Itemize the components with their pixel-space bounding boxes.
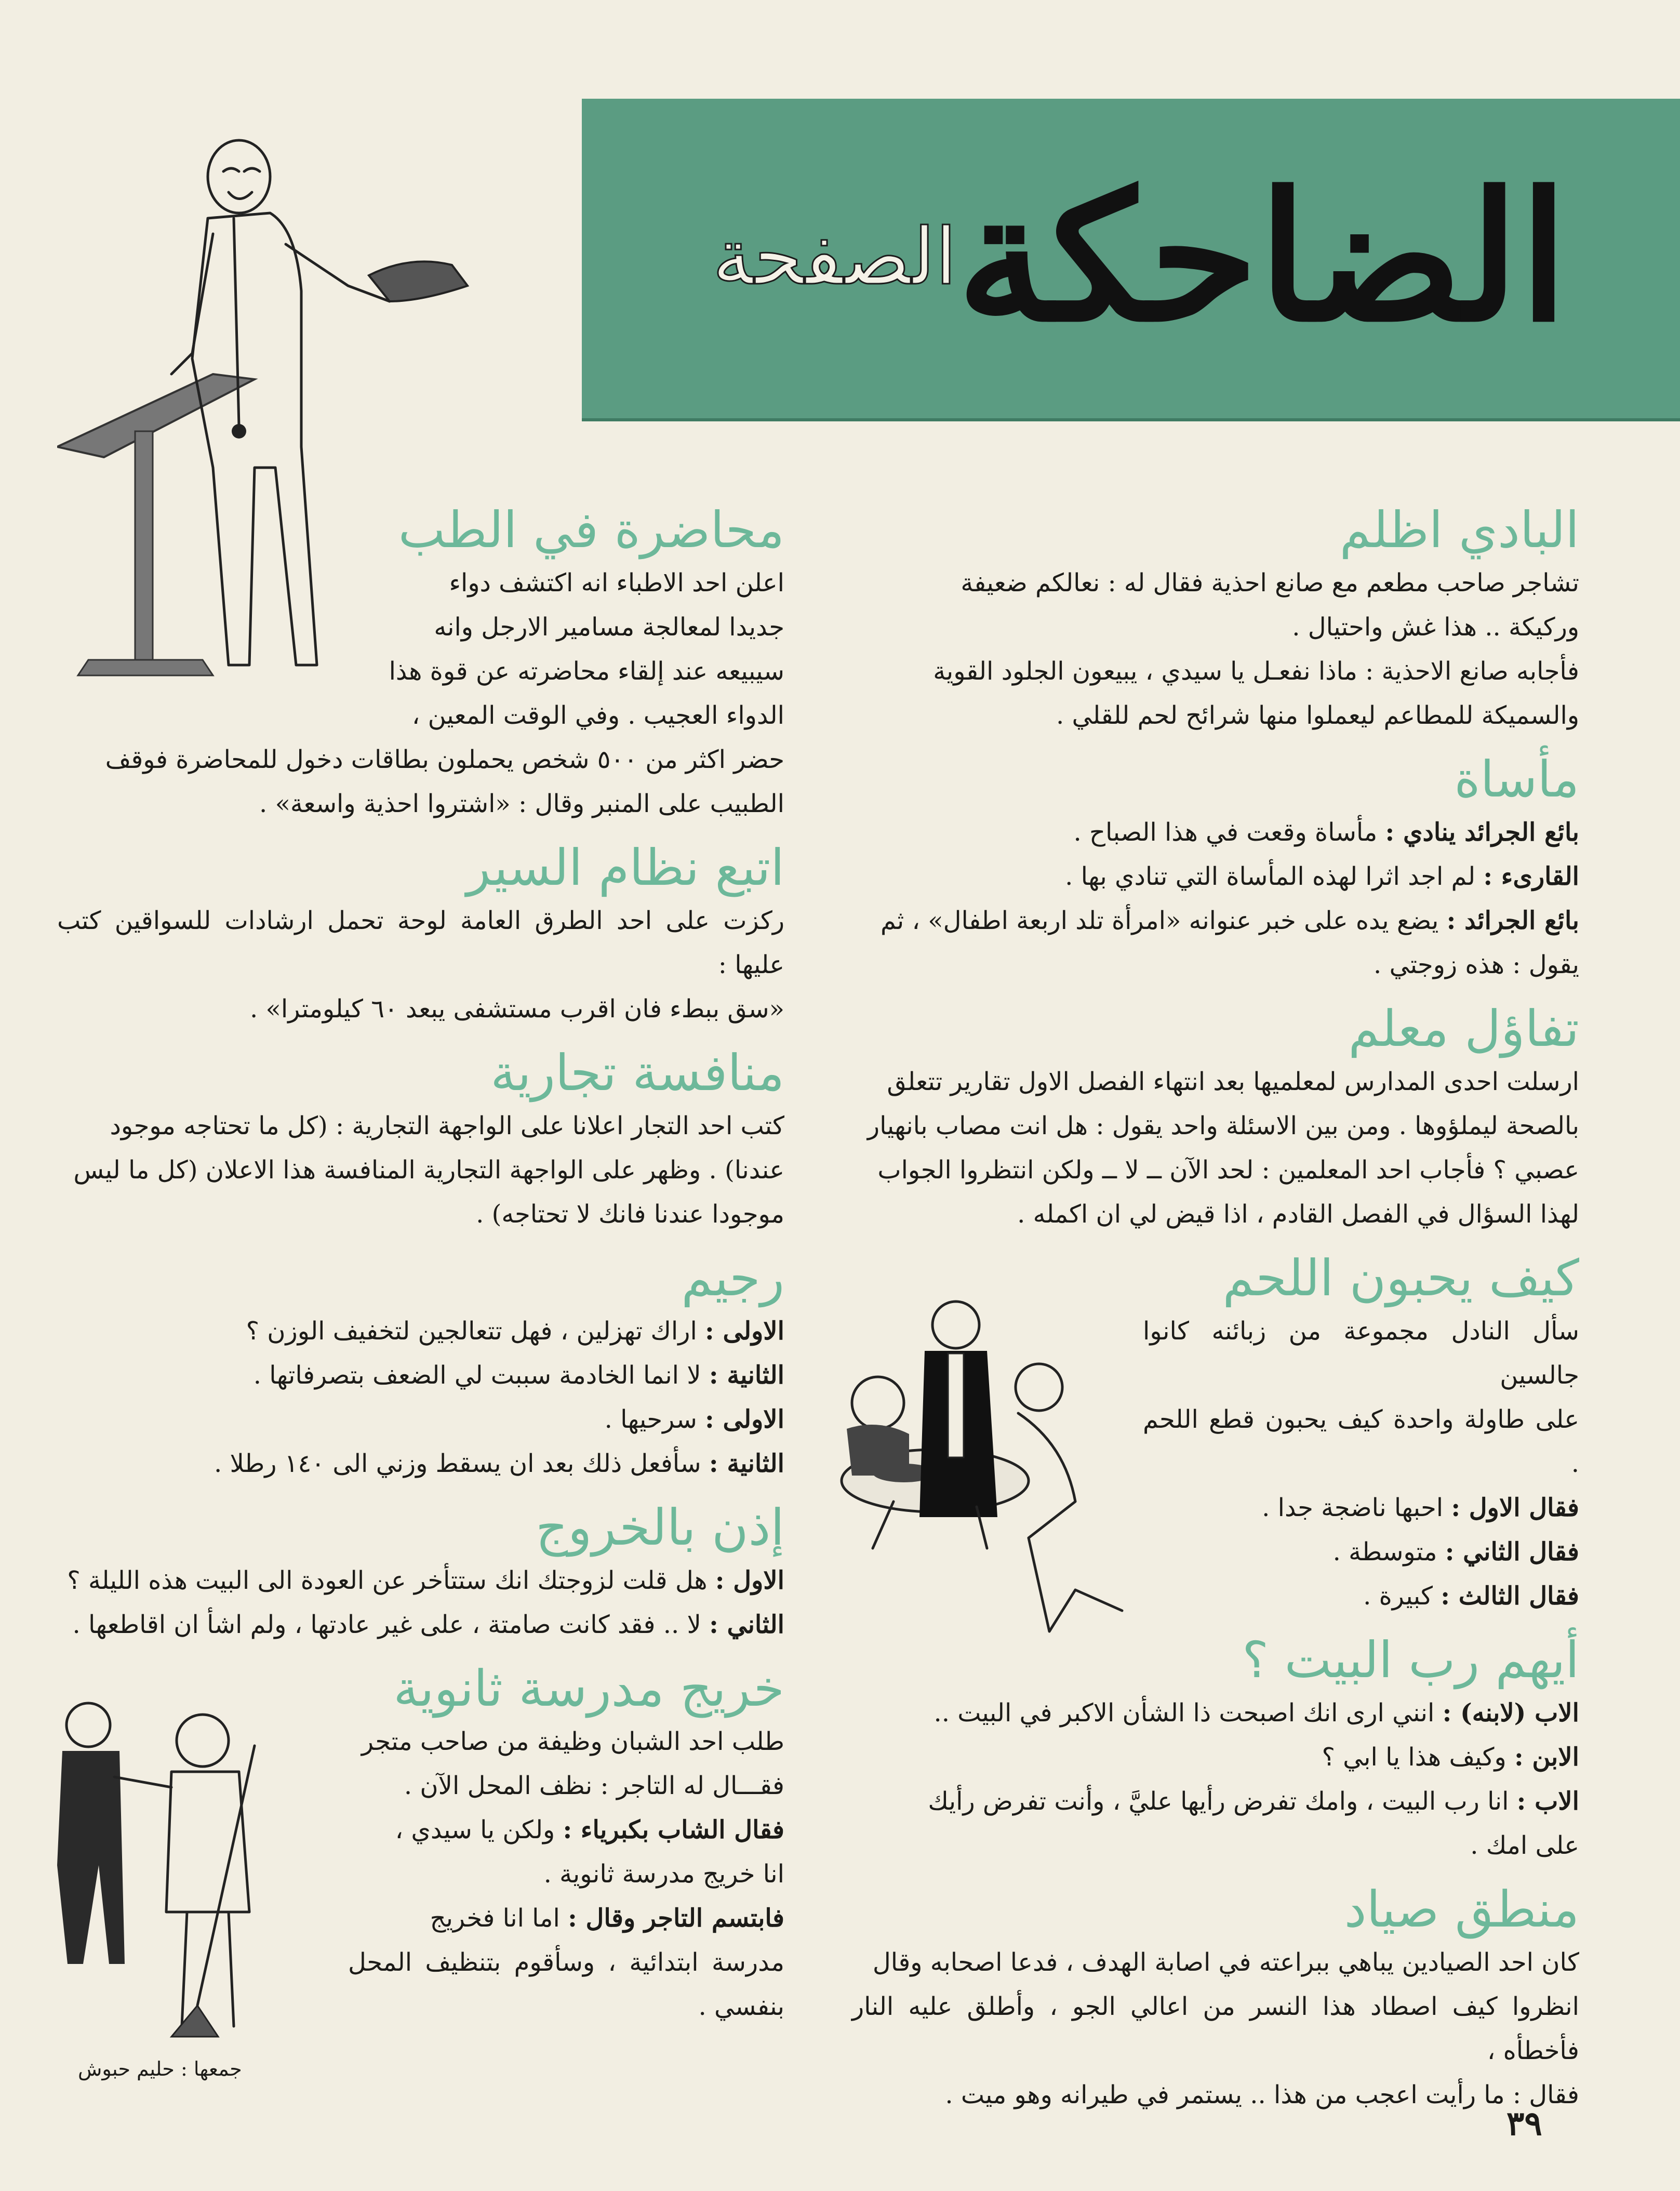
- article-title: منطق صياد: [1344, 1880, 1579, 1938]
- article-title: خريج مدرسة ثانوية: [393, 1659, 784, 1718]
- speaker-label: الاولى :: [705, 1317, 784, 1346]
- dialogue-text: اراك تهزلين ، فهل تتعالجين لتخفيف الوزن ؟: [246, 1317, 697, 1346]
- article-body: [852, 1691, 1579, 1868]
- article-title: محاضرة في الطب: [398, 501, 784, 559]
- dialogue-line: [57, 1309, 784, 1353]
- dialogue-line: [57, 1442, 784, 1486]
- article-mantiq-sayyad: [852, 1878, 1579, 2117]
- speaker-label: فقال الاول :: [1451, 1493, 1579, 1522]
- dialogue-line: [348, 1852, 784, 1896]
- article-muhadara-tibb: [57, 499, 784, 738]
- article-body: [348, 1720, 784, 2029]
- speaker-label: الثانية :: [709, 1449, 784, 1478]
- article-body: [1143, 1309, 1579, 1618]
- text-line: فقـــال له التاجر : نظف المحل الآن .: [404, 1771, 784, 1800]
- article-title: تفاؤل معلم: [1348, 1000, 1579, 1058]
- article-body: [57, 899, 784, 1031]
- text-line: اعلن احد الاطباء انه اكتشف دواء: [449, 568, 784, 597]
- text-line: الطبيب على المنبر وقال : «اشتروا احذية واسعة» .: [259, 789, 784, 818]
- article-ayyuhum-rabb: [852, 1629, 1579, 1868]
- dialogue-text: هل قلت لزوجتك انك ستتأخر عن العودة الى البيت هذه الليلة ؟: [67, 1566, 708, 1595]
- dialogue-line: [1143, 1486, 1579, 1530]
- article-body: [348, 561, 784, 738]
- dialogue-text: لا انما الخادمة سببت لي الضعف بتصرفاتها .: [253, 1361, 701, 1390]
- dialogue-text: على امك .: [1470, 1831, 1579, 1860]
- banner-title-small: الصفحة: [712, 212, 957, 302]
- article-badi-azlam: [852, 499, 1579, 738]
- article-title: اتبع نظام السير: [466, 839, 784, 897]
- text-line: موجودا عندنا فانك لا تحتاجه) .: [476, 1200, 784, 1229]
- dialogue-line: [852, 899, 1579, 943]
- dialogue-text: متوسطة .: [1332, 1537, 1437, 1566]
- text-line: «سق ببطء فان اقرب مستشفى يبعد ٦٠ كيلومترا» .: [250, 994, 784, 1024]
- article-rejeem: [57, 1247, 784, 1486]
- dialogue-line: [852, 1735, 1579, 1780]
- dialogue-text: لم اجد اثرا لهذه المأساة التي تنادي بها .: [1065, 862, 1476, 891]
- speaker-label: الثانية :: [709, 1361, 784, 1390]
- dialogue-text: مدرسة ابتدائية ، وسأقوم بتنظيف المحل بنفسي .: [348, 1948, 784, 2021]
- article-title: البادي اظلم: [1339, 501, 1579, 559]
- article-title: مأساة: [1454, 750, 1579, 808]
- speaker-label: بائع الجرائد :: [1446, 906, 1579, 935]
- dialogue-line: [852, 1780, 1579, 1824]
- article-body: [57, 1559, 784, 1647]
- text-line: والسميكة للمطاعم ليعملوا منها شرائح لحم للقلي .: [1056, 701, 1579, 730]
- dialogue-line: [852, 811, 1579, 855]
- dialogue-text: كبيرة .: [1363, 1582, 1433, 1611]
- dialogue-line: [57, 1559, 784, 1603]
- dialogue-text: مأساة وقعت في هذا الصباح .: [1073, 818, 1378, 847]
- speaker-label: فقال الثالث :: [1441, 1582, 1579, 1611]
- dialogue-text: احبها ناضجة جدا .: [1262, 1493, 1444, 1522]
- text-line: وركيكة .. هذا غش واحتيال .: [1292, 613, 1579, 642]
- text-line: عصبي ؟ فأجاب احد المعلمين : لحد الآن ــ لا ــ ولكن انتظروا الجواب: [877, 1156, 1579, 1185]
- dialogue-line: [348, 1896, 784, 1941]
- dialogue-text: وكيف هذا يا ابي ؟: [1322, 1743, 1506, 1772]
- article-title: منافسة تجارية: [490, 1044, 784, 1102]
- dialogue-line: [852, 1691, 1579, 1735]
- article-body: [852, 1941, 1579, 2117]
- text-line: تشاجر صاحب مطعم مع صانع احذية فقال له : نعالكم ضعيفة: [961, 568, 1579, 597]
- text-line: حضر اكثر من ٥٠٠ شخص يحملون بطاقات دخول للمحاضرة فوقف: [105, 745, 784, 774]
- dialogue-line: [57, 1603, 784, 1647]
- article-body: [852, 561, 1579, 738]
- text-line: سيبيعه عند إلقاء محاضرته عن قوة هذا: [389, 657, 784, 686]
- text-line: انظروا كيف اصطاد هذا النسر من اعالي الجو ، وأطلق عليه النار فأخطأه ،: [852, 1992, 1579, 2065]
- dialogue-line: [348, 1808, 784, 1852]
- text-line: سأل النادل مجموعة من زبائنه كانوا جالسين: [1143, 1317, 1579, 1390]
- speaker-label: الاولى :: [705, 1405, 784, 1434]
- speaker-label: فقال الثاني :: [1445, 1537, 1579, 1566]
- dialogue-text: يضع يده على خبر عنوانه «امرأة تلد اربعة اطفال» ، ثم: [880, 906, 1439, 935]
- text-line: ركزت على احد الطرق العامة لوحة تحمل ارشادات للسواقين كتب عليها :: [57, 906, 785, 979]
- dialogue-line: [1143, 1530, 1579, 1574]
- article-title: رجيم: [681, 1249, 784, 1307]
- dialogue-text: انا خريج مدرسة ثانوية .: [543, 1860, 784, 1889]
- text-line: فأجابه صانع الاحذية : ماذا نفعـل يا سيدي ، يبيعون الجلود القوية: [933, 657, 1579, 686]
- text-line: لهذا السؤال في الفصل القادم ، اذا قيض لي ان اكمله .: [1017, 1200, 1579, 1229]
- text-line: عندنا) . وظهر على الواجهة التجارية المنافسة هذا الاعلان (كل ما ليس: [73, 1156, 784, 1185]
- speaker-label: فابتسم التاجر وقال :: [568, 1904, 784, 1933]
- article-maasa: [852, 748, 1579, 987]
- article-body: [852, 811, 1579, 987]
- banner-title: [613, 119, 1647, 395]
- article-body-continued: [57, 738, 784, 826]
- text-line: بالصحة ليملؤوها . ومن بين الاسئلة واحد يقول : هل انت مصاب بانهيار: [867, 1111, 1579, 1140]
- speaker-label: بائع الجرائد ينادي :: [1385, 818, 1579, 847]
- dialogue-line: [348, 1941, 784, 2029]
- page-number: ٣٩: [1506, 2104, 1542, 2143]
- dialogue-text: سأفعل ذلك بعد ان يسقط وزني الى ١٤٠ رطلا .: [214, 1449, 701, 1478]
- text-line: الدواء العجيب . وفي الوقت المعين ،: [411, 701, 784, 730]
- article-munafasa: [57, 1042, 784, 1237]
- text-line: فقال : ما رأيت اعجب من هذا .. يستمر في طيرانه وهو ميت .: [945, 2080, 1579, 2109]
- dialogue-line: [1143, 1574, 1579, 1618]
- article-title: أيهم رب البيت ؟: [1242, 1631, 1579, 1689]
- speaker-label: الاول :: [715, 1566, 784, 1595]
- credit-line: جمعها : حليم حبوش: [78, 2057, 242, 2080]
- dialogue-line: [852, 943, 1579, 987]
- article-body: [57, 1309, 784, 1486]
- speaker-label: الابن :: [1514, 1743, 1579, 1772]
- dialogue-line: [57, 1398, 784, 1442]
- text-line: كتب احد التجار اعلانا على الواجهة التجارية : (كل ما تحتاجه موجود: [110, 1111, 784, 1140]
- banner-title-big: الضاحكة: [956, 153, 1568, 361]
- text-line: طلب احد الشبان وظيفة من صاحب متجر: [361, 1727, 784, 1756]
- article-tafaul-muallim: [852, 998, 1579, 1237]
- article-body: [57, 1104, 784, 1237]
- article-title: إذن بالخروج: [536, 1498, 784, 1557]
- text-line: على طاولة واحدة كيف يحبون قطع اللحم .: [1143, 1405, 1579, 1478]
- text-line: جديدا لمعالجة مسامير الارجل وانه: [434, 613, 784, 642]
- dialogue-text: انني ارى انك اصبحت ذا الشأن الاكبر في البيت ..: [934, 1698, 1435, 1728]
- shopkeeper-illustration: [31, 1694, 281, 2047]
- dialogue-line: [852, 855, 1579, 899]
- text-line: ارسلت احدى المدارس لمعلميها بعد انتهاء الفصل الاول تقارير تتعلق: [887, 1067, 1579, 1096]
- dialogue-line: [852, 1824, 1579, 1868]
- speaker-label: الاب (لابنه) :: [1442, 1698, 1579, 1728]
- article-idhn-khuruj: [57, 1496, 784, 1647]
- speaker-label: الاب :: [1516, 1787, 1579, 1816]
- speaker-label: القارىء :: [1483, 862, 1579, 891]
- dialogue-text: ولكن يا سيدي ،: [395, 1815, 555, 1844]
- article-body: [852, 1060, 1579, 1237]
- article-title: كيف يحبون اللحم: [1222, 1249, 1579, 1307]
- dialogue-text: يقول : هذه زوجتي .: [1374, 950, 1579, 979]
- dialogue-text: سرحيها .: [604, 1405, 697, 1434]
- article-nizam-sayr: [57, 836, 784, 1031]
- dialogue-text: اما انا فخريج: [430, 1904, 560, 1933]
- dialogue-line: [57, 1353, 784, 1398]
- dialogue-text: انا رب البيت ، وامك تفرض رأيها عليَّ ، وأنت تفرض رأيك: [928, 1787, 1509, 1816]
- text-line: كان احد الصيادين يباهي ببراعته في اصابة الهدف ، فدعا اصحابه وقال: [872, 1948, 1579, 1977]
- dialogue-text: لا .. فقد كانت صامتة ، على غير عادتها ، ولم اشأ ان اقاطعها .: [72, 1610, 701, 1639]
- title-banner: [582, 99, 1680, 421]
- waiter-diners-illustration: [831, 1278, 1143, 1642]
- speaker-label: الثاني :: [709, 1610, 784, 1639]
- speaker-label: فقال الشاب بكبرياء :: [563, 1815, 784, 1844]
